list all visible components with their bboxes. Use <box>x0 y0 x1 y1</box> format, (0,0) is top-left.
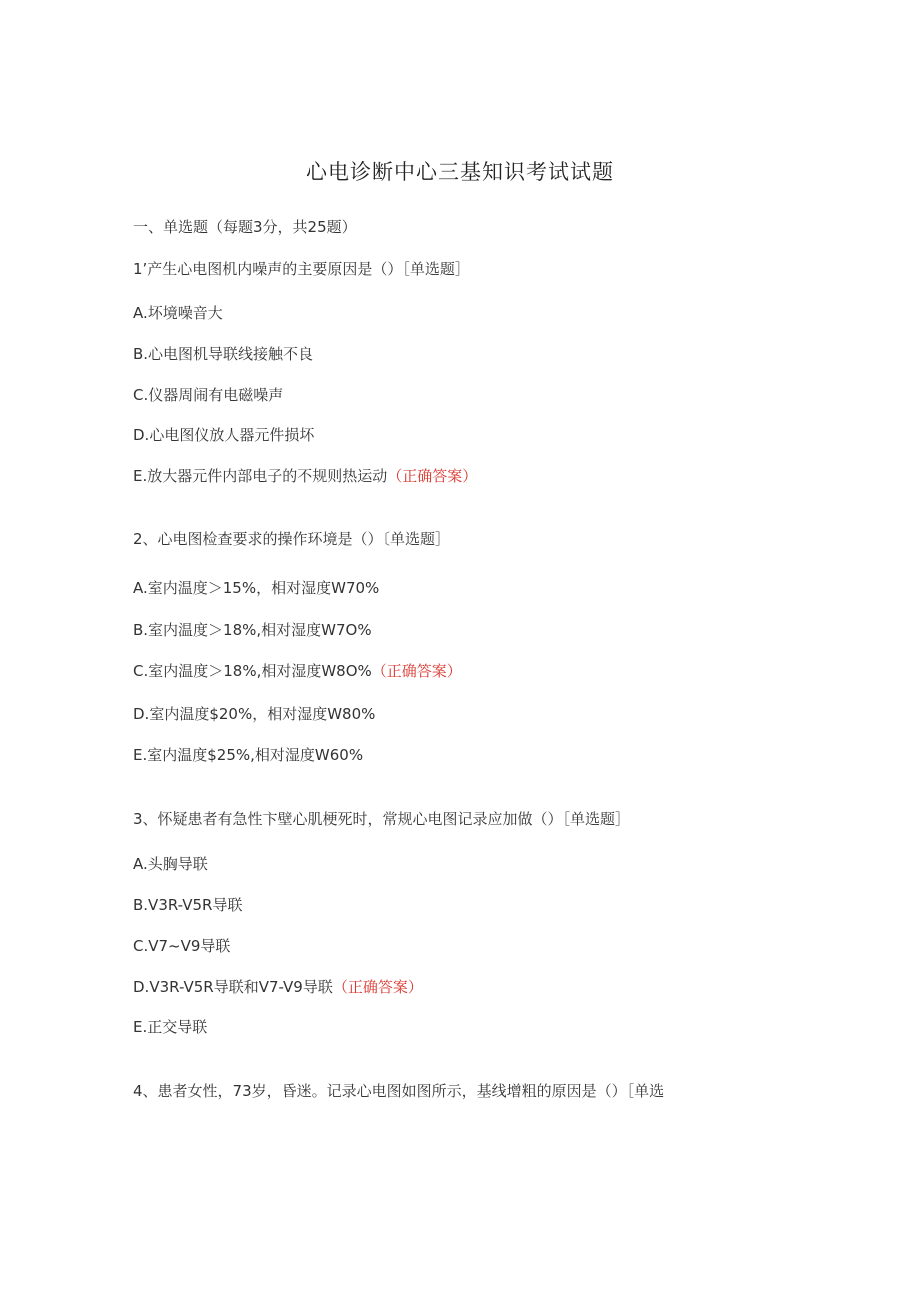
correct-answer-mark: （正确答案） <box>332 978 423 996</box>
question-2-option-a <box>133 577 379 598</box>
correct-answer-mark: （正确答案） <box>387 467 478 485</box>
option-text: B.V3R-V5R导联 <box>133 896 243 914</box>
question-2-option-c <box>133 660 462 681</box>
question-2-option-d <box>133 703 375 724</box>
option-text: E.室内温度$25%,相对湿度W60% <box>133 746 364 764</box>
option-text: A.室内温度＞15%，相对湿度W70% <box>133 579 380 597</box>
correct-answer-mark: （正确答案） <box>371 662 462 680</box>
option-text: E.正交导联 <box>133 1018 208 1036</box>
option-text: D.心电图仪放人器元件损坏 <box>133 426 315 444</box>
page-title: 心电诊断中心三基知识考试试题 <box>306 160 614 184</box>
question-1-option-e <box>133 465 477 486</box>
question-2-stem: 2、心电图检查要求的操作环境是（）〔单选题］ <box>133 530 451 548</box>
question-1-option-b <box>133 343 313 364</box>
question-4-stem: 4、患者女性，73岁，昏迷。记录心电图如图所示，基线增粗的原因是（）［单选 <box>133 1082 665 1100</box>
option-text: C.室内温度＞18%,相对湿度W8O% <box>133 662 372 680</box>
option-text: C.V7~V9导联 <box>133 937 231 955</box>
option-text: A.坏境噪音大 <box>133 304 223 322</box>
question-1-stem: 1’产生心电图机内噪声的主要原因是（）［单选题］ <box>133 260 470 278</box>
question-3-option-a <box>133 853 208 874</box>
question-1-option-c <box>133 384 283 405</box>
question-2-option-b <box>133 619 372 640</box>
question-3-option-d <box>133 976 423 997</box>
option-text: C.仪器周闹有电磁噪声 <box>133 386 284 404</box>
option-text: B.心电图机导联线接触不良 <box>133 345 314 363</box>
section-heading: 一、单选题（每题3分，共25题） <box>133 218 357 236</box>
question-1-option-a <box>133 302 223 323</box>
option-text: D.室内温度$20%，相对湿度W80% <box>133 705 376 723</box>
question-3-option-b <box>133 894 242 915</box>
option-text: A.头胸导联 <box>133 855 208 873</box>
option-text: D.V3R-V5R导联和V7-V9导联 <box>133 978 333 996</box>
option-text: E.放大器元件内部电子的不规则热运动 <box>133 467 388 485</box>
question-3-stem: 3、怀疑患者有急性卞壁心肌梗死时，常规心电图记录应加做（）［单选题］ <box>133 810 631 828</box>
question-3-option-e <box>133 1016 207 1037</box>
question-1-option-d <box>133 424 314 445</box>
option-text: B.室内温度＞18%,相对湿度W7O% <box>133 621 372 639</box>
question-3-option-c <box>133 935 230 956</box>
question-2-option-e <box>133 744 363 765</box>
